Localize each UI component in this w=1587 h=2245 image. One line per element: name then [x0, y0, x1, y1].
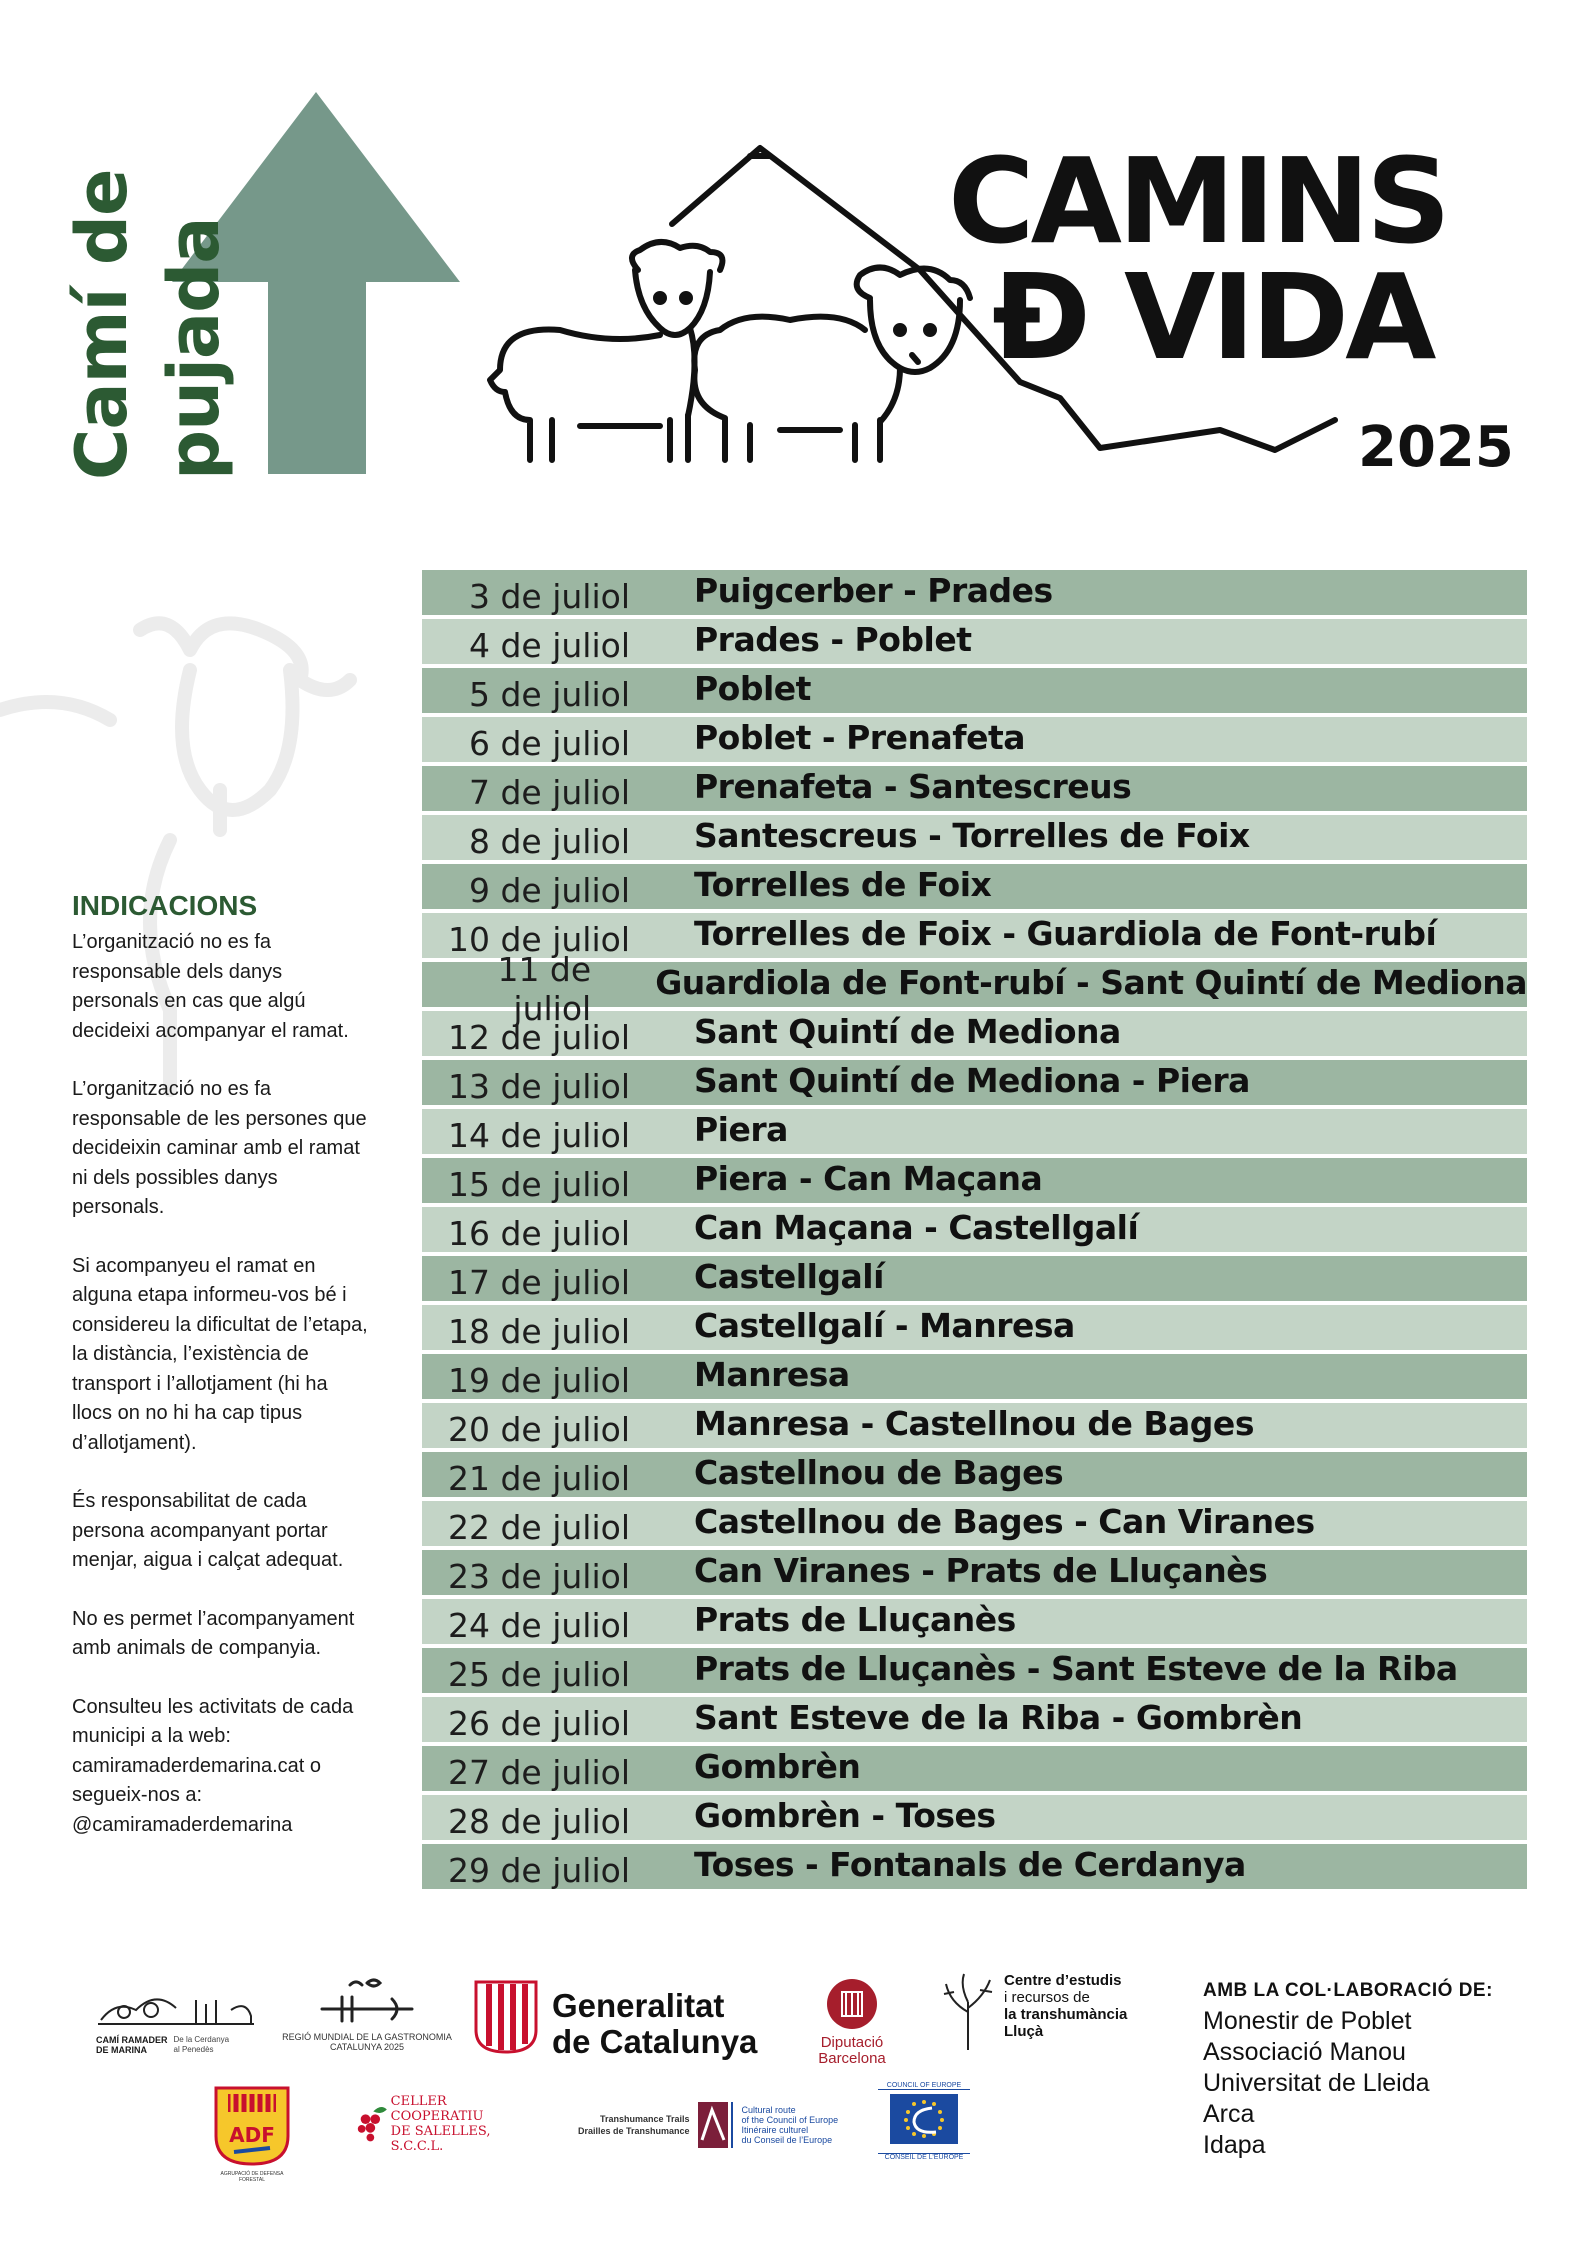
brand-year: 2025: [1358, 415, 1514, 480]
gastronomia-logo: [282, 1975, 452, 2052]
schedule-route: Guardiola de Font-rubí - Sant Quintí de Mediona: [655, 963, 1527, 1002]
schedule-route: Prats de Lluçanès: [694, 1600, 1016, 1639]
transhumance-line2: Drailles de Transhumance: [578, 2126, 690, 2136]
schedule-route: Castellnou de Bages: [694, 1453, 1064, 1492]
schedule-row: [422, 766, 1527, 811]
schedule-route: Sant Quintí de Mediona: [694, 1012, 1121, 1051]
schedule-route: Manresa: [694, 1355, 850, 1394]
schedule-row: [422, 1844, 1527, 1889]
adf-logo: [214, 2086, 290, 2183]
centre-line4: Lluçà: [1004, 2023, 1044, 2040]
schedule-row: [422, 1305, 1527, 1350]
schedule-route: Torrelles de Foix: [694, 865, 992, 904]
schedule-date: 25 de juliol: [448, 1655, 630, 1694]
transhumance-c1: Cultural route: [741, 2105, 796, 2115]
brand-title-line2: Đ VIDA: [992, 248, 1433, 386]
indication-paragraph: Consulteu les activitats de cada municipi a la web: camiramaderdemarina.cat o segueix-nos a: @camiramaderdemarina: [72, 1695, 354, 1836]
schedule-route: Can Maçana - Castellgalí: [694, 1208, 1139, 1247]
schedule-row: [422, 1746, 1527, 1791]
celler-logo: [352, 2094, 542, 2154]
adf-top: AGRUPACIÓ DE DEFENSA FORESTAL: [220, 2171, 284, 2183]
transhumance-trails-logo: [578, 2100, 868, 2150]
generalitat-line2: de Catalunya: [552, 2023, 758, 2060]
transhumance-c2: of the Council of Europe: [741, 2115, 839, 2125]
schedule-route: Santescreus - Torrelles de Foix: [694, 816, 1250, 855]
schedule-route: Poblet: [694, 669, 811, 708]
schedule-route: Castellnou de Bages - Can Viranes: [694, 1502, 1315, 1541]
council-bottom: CONSEIL DE L’EUROPE: [878, 2153, 970, 2161]
gastronomia-line2: CATALUNYA 2025: [329, 2042, 405, 2052]
schedule-row: [422, 1648, 1527, 1693]
indication-paragraph: L’organització no es fa responsable de les persones que decideixin caminar amb el ramat ni dels possibles danys personals.: [72, 1078, 367, 1218]
schedule-row: [422, 1158, 1527, 1203]
schedule-route: Gombrèn - Toses: [694, 1796, 996, 1835]
schedule-date: 12 de juliol: [448, 1018, 630, 1057]
collaborator: Arca: [1203, 2100, 1255, 2128]
schedule-row: [422, 1697, 1527, 1742]
indication-paragraph: Si acompanyeu el ramat en alguna etapa informeu-vos bé i considereu la dificultat de l’etapa, la distància, l’existència de transport i l’allotjament (hi ha llocs on no hi ha cap tipus d’allotjament).: [72, 1254, 368, 1454]
collaborator: Universitat de Lleida: [1203, 2069, 1430, 2097]
centre-line3: la transhumància: [1004, 2006, 1128, 2023]
diputacio-logo: [812, 1978, 892, 2067]
schedule-row: [422, 717, 1527, 762]
indications-title: INDICACIONS: [72, 890, 258, 921]
schedule-date: 28 de juliol: [448, 1802, 630, 1841]
schedule-row: [422, 1403, 1527, 1448]
schedule-route: Castellgalí - Manresa: [694, 1306, 1075, 1345]
schedule-row: [422, 1109, 1527, 1154]
schedule-route: Piera - Can Maçana: [694, 1159, 1043, 1198]
transhumance-line1: Transhumance Trails: [600, 2114, 690, 2124]
gastronomia-line1: REGIÓ MUNDIAL DE LA GASTRONOMIA: [282, 2032, 452, 2042]
indications-section: [72, 890, 372, 1840]
schedule-route: Sant Esteve de la Riba - Gombrèn: [694, 1698, 1303, 1737]
schedule-row: [422, 815, 1527, 860]
schedule-date: 6 de juliol: [468, 724, 630, 763]
schedule-date: 18 de juliol: [448, 1312, 630, 1351]
sheep-right-icon: [694, 268, 970, 461]
schedule-row: [422, 1256, 1527, 1301]
schedule-row: [422, 1795, 1527, 1840]
schedule-date: 9 de juliol: [468, 871, 630, 910]
schedule-date: 10 de juliol: [448, 920, 630, 959]
schedule-row: [422, 570, 1527, 615]
cami-ramader-logo: [96, 1980, 256, 2055]
schedule-route: Sant Quintí de Mediona - Piera: [694, 1061, 1250, 1100]
vertical-title-line1: Camí de: [61, 169, 143, 480]
schedule-date: 13 de juliol: [448, 1067, 630, 1106]
celler-line1: CELLER COOPERATIU: [390, 2094, 484, 2124]
schedule-route: Gombrèn: [694, 1747, 861, 1786]
schedule-date: 15 de juliol: [448, 1165, 630, 1204]
schedule-row: [422, 1060, 1527, 1105]
indication-paragraph: No es permet l’acompanyament amb animals de companyia.: [72, 1607, 355, 1659]
schedule-route: Manresa - Castellnou de Bages: [694, 1404, 1254, 1443]
centre-transhumancia-logo: [940, 1972, 1170, 2052]
celler-line2: DE SALELLES, S.C.C.L.: [390, 2124, 491, 2154]
indication-paragraph: És responsabilitat de cada persona acompanyant portar menjar, aigua i calçat adequat.: [72, 1490, 344, 1571]
transhumance-c3: Itinéraire culturel: [741, 2125, 809, 2135]
generalitat-text: [552, 1988, 757, 2060]
council-of-europe-logo: [878, 2082, 970, 2161]
schedule-row: [422, 1011, 1527, 1056]
collaborator: Associació Manou: [1203, 2038, 1406, 2066]
schedule-row: [422, 864, 1527, 909]
schedule-date: 23 de juliol: [448, 1557, 630, 1596]
cami-ramader-side: De la Cerdanya al Penedès: [173, 2035, 230, 2054]
schedule-row: [422, 619, 1527, 664]
schedule-date: 24 de juliol: [448, 1606, 630, 1645]
collaborator: Idapa: [1203, 2131, 1266, 2159]
schedule-route: Prades - Poblet: [694, 620, 972, 659]
grapes-icon: [352, 2101, 391, 2147]
cami-ramader-line2: DE MARINA: [96, 2045, 147, 2055]
schedule-row: [422, 1599, 1527, 1644]
eu-stars-icon: [884, 2090, 964, 2148]
vertical-title: [56, 60, 276, 480]
schedule-row: [422, 1452, 1527, 1497]
schedule-date: 5 de juliol: [468, 675, 630, 714]
schedule-route: Castellgalí: [694, 1257, 884, 1296]
schedule-route: Puigcerber - Prades: [694, 571, 1053, 610]
schedule-route: Can Viranes - Prats de Lluçanès: [694, 1551, 1268, 1590]
schedule-route: Prenafeta - Santescreus: [694, 767, 1132, 806]
collaborator: Monestir de Poblet: [1203, 2007, 1412, 2035]
council-route-emblem-icon: [696, 2100, 736, 2150]
schedule-route: Poblet - Prenafeta: [694, 718, 1026, 757]
schedule-date: 14 de juliol: [448, 1116, 630, 1155]
diputacio-line1: Diputació: [820, 2034, 884, 2051]
generalitat-line1: Generalitat: [552, 1987, 725, 2024]
vertical-title-line2: pujada: [153, 217, 235, 480]
schedule-route: Piera: [694, 1110, 788, 1149]
cami-ramader-line1: CAMÍ RAMADER: [96, 2035, 168, 2045]
council-top: COUNCIL OF EUROPE: [878, 2082, 970, 2090]
schedule-date: 16 de juliol: [448, 1214, 630, 1253]
brand-title-line1: CAMINS: [948, 132, 1447, 270]
schedule-date: 20 de juliol: [448, 1410, 630, 1449]
schedule-date: 4 de juliol: [468, 626, 630, 665]
schedule-date: 29 de juliol: [448, 1851, 630, 1890]
schedule-row: [422, 1501, 1527, 1546]
schedule-date: 22 de juliol: [448, 1508, 630, 1547]
schedule-row: [422, 668, 1527, 713]
schedule-date: 3 de juliol: [468, 577, 630, 616]
schedule-table: [422, 570, 1527, 1893]
schedule-row: [422, 1550, 1527, 1595]
schedule-date: 8 de juliol: [468, 822, 630, 861]
sheep-left-icon: [490, 242, 722, 460]
collaboration-section: [1203, 1980, 1543, 2161]
indication-paragraph: L’organització no es fa responsable dels danys personals en cas que algú decideixi acompanyar el ramat.: [72, 931, 349, 1042]
diputacio-emblem-icon: [826, 1978, 878, 2030]
schedule-date: 27 de juliol: [448, 1753, 630, 1792]
adf-label: ADF: [229, 2123, 275, 2147]
centre-line2: i recursos de: [1004, 1989, 1090, 2006]
schedule-row: [422, 1207, 1527, 1252]
diputacio-line2: Barcelona: [818, 2050, 886, 2067]
tree-icon: [940, 1972, 996, 2052]
schedule-date: 7 de juliol: [468, 773, 630, 812]
collaboration-title: AMB LA COL·LABORACIÓ DE:: [1203, 1980, 1493, 2001]
schedule-route: Toses - Fontanals de Cerdanya: [694, 1845, 1246, 1884]
transhumance-c4: du Conseil de l’Europe: [741, 2135, 833, 2145]
schedule-row: [422, 1354, 1527, 1399]
schedule-date: 19 de juliol: [448, 1361, 630, 1400]
schedule-date: 21 de juliol: [448, 1459, 630, 1498]
centre-line1: Centre d’estudis: [1004, 1972, 1122, 1989]
generalitat-shield-icon: [474, 1980, 538, 2059]
schedule-date: 26 de juliol: [448, 1704, 630, 1743]
schedule-date: 17 de juliol: [448, 1263, 630, 1302]
schedule-date: 11 de juliol: [497, 949, 592, 1028]
schedule-route: Torrelles de Foix - Guardiola de Font-rubí: [694, 914, 1437, 953]
schedule-row: [422, 949, 1527, 1028]
schedule-route: Prats de Lluçanès - Sant Esteve de la Riba: [694, 1649, 1458, 1688]
